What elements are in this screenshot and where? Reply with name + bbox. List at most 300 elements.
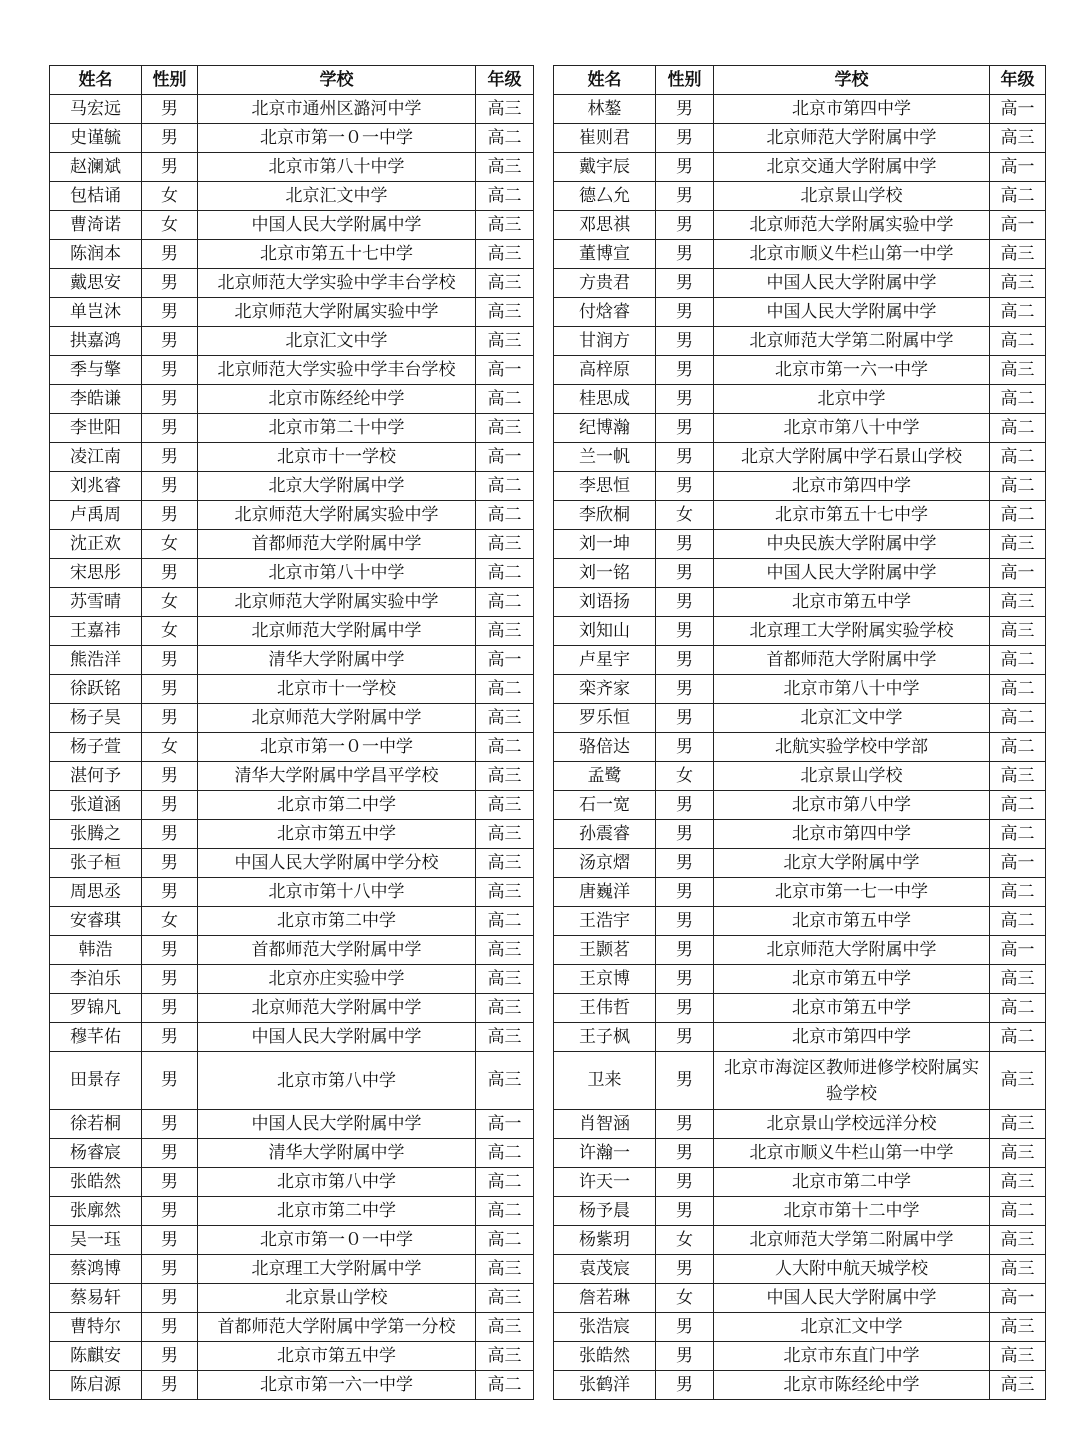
table-row: [554, 501, 1046, 530]
student-school: 北京市第五十七中学: [198, 240, 476, 269]
table-row: [554, 762, 1046, 791]
table-row: [50, 588, 534, 617]
student-name: 凌江南: [50, 443, 142, 472]
student-school: 首都师范大学附属中学: [714, 646, 990, 675]
student-school: 北京市第五中学: [714, 907, 990, 936]
student-gender: 男: [142, 820, 198, 849]
table-row: [50, 675, 534, 704]
student-school: 中国人民大学附属中学分校: [198, 849, 476, 878]
student-gender: 男: [142, 501, 198, 530]
table-row: [554, 820, 1046, 849]
table-row: [50, 95, 534, 124]
student-school: 北京市第五中学: [714, 994, 990, 1023]
student-gender: 男: [142, 878, 198, 907]
table-row: [554, 588, 1046, 617]
student-school: 北京市第八十中学: [198, 153, 476, 182]
student-school: 北京汇文中学: [198, 182, 476, 211]
student-grade: 高二: [990, 878, 1046, 907]
student-gender: 女: [142, 617, 198, 646]
student-grade: 高二: [990, 1197, 1046, 1226]
student-name: 李思恒: [554, 472, 656, 501]
student-school: 北京师范大学附属实验中学: [198, 501, 476, 530]
student-name: 卢星宇: [554, 646, 656, 675]
student-gender: 男: [656, 733, 714, 762]
header-name: 姓名: [554, 66, 656, 95]
table-row: [554, 646, 1046, 675]
table-row: [50, 385, 534, 414]
student-grade: 高二: [476, 675, 534, 704]
student-school: 北京师范大学附属中学: [198, 704, 476, 733]
student-name: 纪博瀚: [554, 414, 656, 443]
student-grade: 高三: [990, 1371, 1046, 1400]
student-name: 高梓原: [554, 356, 656, 385]
student-name: 王伟哲: [554, 994, 656, 1023]
student-name: 邓思祺: [554, 211, 656, 240]
student-name: 杨睿宸: [50, 1139, 142, 1168]
student-school: 北京师范大学第二附属中学: [714, 1226, 990, 1255]
student-gender: 男: [656, 211, 714, 240]
student-grade: 高三: [476, 791, 534, 820]
student-school: 北京师范大学附属中学: [714, 124, 990, 153]
student-gender: 男: [142, 356, 198, 385]
table-row: [50, 820, 534, 849]
student-school: 北京市第五中学: [714, 588, 990, 617]
student-name: 季与擎: [50, 356, 142, 385]
student-name: 李皓谦: [50, 385, 142, 414]
student-table-right: [553, 65, 1046, 1400]
student-grade: 高一: [476, 1110, 534, 1139]
student-name: 曹渏诺: [50, 211, 142, 240]
student-gender: 男: [142, 95, 198, 124]
table-row: [554, 95, 1046, 124]
student-gender: 男: [656, 95, 714, 124]
student-name: 德厶允: [554, 182, 656, 211]
table-row: [50, 1371, 534, 1400]
student-grade: 高二: [990, 791, 1046, 820]
student-gender: 男: [656, 907, 714, 936]
student-grade: 高三: [990, 1255, 1046, 1284]
student-name: 熊浩洋: [50, 646, 142, 675]
student-name: 兰一帆: [554, 443, 656, 472]
table-row: [50, 704, 534, 733]
table-row: [554, 530, 1046, 559]
student-gender: 女: [142, 530, 198, 559]
student-gender: 女: [142, 733, 198, 762]
student-gender: 男: [142, 414, 198, 443]
student-gender: 男: [142, 443, 198, 472]
student-school: 北京汇文中学: [198, 327, 476, 356]
table-row: [50, 907, 534, 936]
student-school: 北京理工大学附属实验学校: [714, 617, 990, 646]
student-grade: 高二: [990, 733, 1046, 762]
student-gender: 男: [142, 1023, 198, 1052]
table-row: [50, 559, 534, 588]
student-table-left: [49, 65, 534, 1400]
table-row: [50, 1110, 534, 1139]
table-row: [554, 240, 1046, 269]
student-gender: 男: [142, 849, 198, 878]
student-grade: 高二: [990, 646, 1046, 675]
student-grade: 高三: [476, 530, 534, 559]
student-gender: 男: [656, 617, 714, 646]
table-row: [50, 1023, 534, 1052]
table-row: [554, 443, 1046, 472]
student-gender: 女: [142, 211, 198, 240]
student-school: 北航实验学校中学部: [714, 733, 990, 762]
student-school: 中国人民大学附属中学: [714, 269, 990, 298]
table-row: [50, 646, 534, 675]
student-name: 唐巍洋: [554, 878, 656, 907]
header-gender: 性别: [142, 66, 198, 95]
table-row: [554, 356, 1046, 385]
student-gender: 女: [142, 588, 198, 617]
student-grade: 高三: [990, 762, 1046, 791]
student-gender: 男: [142, 762, 198, 791]
student-name: 张鹤洋: [554, 1371, 656, 1400]
student-gender: 男: [142, 298, 198, 327]
table-row: [50, 153, 534, 182]
student-grade: 高三: [476, 1255, 534, 1284]
table-row: [554, 733, 1046, 762]
student-name: 王京博: [554, 965, 656, 994]
student-gender: 男: [142, 1052, 198, 1110]
student-grade: 高二: [476, 182, 534, 211]
student-gender: 女: [656, 1226, 714, 1255]
table-row: [554, 1284, 1046, 1313]
student-name: 穆芊佑: [50, 1023, 142, 1052]
student-school: 北京市第五中学: [714, 965, 990, 994]
student-name: 曹特尔: [50, 1313, 142, 1342]
table-row: [50, 1284, 534, 1313]
student-grade: 高三: [990, 1139, 1046, 1168]
student-name: 王嘉祎: [50, 617, 142, 646]
table-row: [50, 965, 534, 994]
header-grade: 年级: [990, 66, 1046, 95]
table-row: [50, 124, 534, 153]
student-grade: 高三: [990, 617, 1046, 646]
student-name: 王浩宇: [554, 907, 656, 936]
student-gender: 男: [142, 1197, 198, 1226]
student-name: 付焓睿: [554, 298, 656, 327]
table-row: [554, 1023, 1046, 1052]
student-school: 北京师范大学附属中学: [714, 936, 990, 965]
student-grade: 高三: [476, 211, 534, 240]
student-gender: 男: [142, 1226, 198, 1255]
student-school: 北京师范大学附属中学: [198, 617, 476, 646]
student-school: 北京景山学校远洋分校: [714, 1110, 990, 1139]
student-name: 赵澜斌: [50, 153, 142, 182]
student-grade: 高三: [990, 1342, 1046, 1371]
student-school: 北京市第四中学: [714, 1023, 990, 1052]
student-name: 周思丞: [50, 878, 142, 907]
student-school: 北京大学附属中学: [714, 849, 990, 878]
table-row: [554, 414, 1046, 443]
student-school: 北京市第八中学: [198, 1052, 476, 1110]
table-row: [50, 472, 534, 501]
student-gender: 男: [656, 1313, 714, 1342]
student-gender: 男: [656, 1371, 714, 1400]
student-gender: 男: [142, 153, 198, 182]
student-gender: 男: [656, 356, 714, 385]
student-grade: 高三: [990, 1110, 1046, 1139]
student-school: 北京市第四中学: [714, 472, 990, 501]
student-school: 北京市第二中学: [198, 791, 476, 820]
student-gender: 男: [142, 936, 198, 965]
table-row: [554, 994, 1046, 1023]
student-name: 刘知山: [554, 617, 656, 646]
student-name: 包桔诵: [50, 182, 142, 211]
student-name: 徐跃铭: [50, 675, 142, 704]
student-name: 甘润方: [554, 327, 656, 356]
student-gender: 男: [656, 791, 714, 820]
table-row: [554, 849, 1046, 878]
student-grade: 高三: [990, 530, 1046, 559]
student-school: 中国人民大学附属中学: [714, 559, 990, 588]
student-school: 中国人民大学附属中学: [198, 211, 476, 240]
student-school: 北京亦庄实验中学: [198, 965, 476, 994]
table-row: [50, 182, 534, 211]
student-name: 张腾之: [50, 820, 142, 849]
header-grade: 年级: [476, 66, 534, 95]
student-name: 杨紫玥: [554, 1226, 656, 1255]
student-name: 安睿琪: [50, 907, 142, 936]
student-grade: 高三: [990, 356, 1046, 385]
student-gender: 女: [656, 762, 714, 791]
student-school: 北京大学附属中学石景山学校: [714, 443, 990, 472]
table-row: [50, 356, 534, 385]
student-grade: 高三: [476, 617, 534, 646]
student-school: 北京市顺义牛栏山第一中学: [714, 1139, 990, 1168]
student-gender: 男: [142, 124, 198, 153]
student-school: 首都师范大学附属中学第一分校: [198, 1313, 476, 1342]
student-name: 张浩宸: [554, 1313, 656, 1342]
student-gender: 男: [142, 994, 198, 1023]
student-grade: 高三: [476, 298, 534, 327]
student-grade: 高三: [476, 849, 534, 878]
student-gender: 男: [142, 385, 198, 414]
student-gender: 男: [656, 182, 714, 211]
student-gender: 男: [142, 269, 198, 298]
student-grade: 高三: [990, 1226, 1046, 1255]
student-school: 北京景山学校: [198, 1284, 476, 1313]
table-row: [554, 124, 1046, 153]
student-school: 北京市第八中学: [198, 1168, 476, 1197]
student-gender: 男: [656, 646, 714, 675]
student-name: 苏雪晴: [50, 588, 142, 617]
table-row: [554, 1139, 1046, 1168]
student-gender: 男: [142, 791, 198, 820]
student-name: 孟鹭: [554, 762, 656, 791]
table-row: [50, 1168, 534, 1197]
student-gender: 女: [656, 501, 714, 530]
student-gender: 男: [656, 588, 714, 617]
student-name: 许瀚一: [554, 1139, 656, 1168]
student-grade: 高二: [990, 182, 1046, 211]
table-row: [554, 965, 1046, 994]
student-grade: 高三: [476, 1284, 534, 1313]
student-grade: 高二: [476, 385, 534, 414]
student-grade: 高二: [476, 733, 534, 762]
table-row: [554, 1342, 1046, 1371]
student-gender: 男: [656, 704, 714, 733]
student-name: 湛何予: [50, 762, 142, 791]
student-name: 李欣桐: [554, 501, 656, 530]
table-row: [554, 1313, 1046, 1342]
student-name: 陈润本: [50, 240, 142, 269]
student-gender: 男: [142, 675, 198, 704]
student-gender: 男: [656, 124, 714, 153]
student-gender: 男: [656, 269, 714, 298]
student-gender: 男: [656, 1139, 714, 1168]
student-school: 北京市顺义牛栏山第一中学: [714, 240, 990, 269]
student-grade: 高三: [476, 1052, 534, 1110]
student-gender: 男: [656, 965, 714, 994]
header-row: [50, 66, 534, 95]
table-row: [50, 936, 534, 965]
student-school: 北京市第八十中学: [714, 675, 990, 704]
student-school: 中国人民大学附属中学: [198, 1023, 476, 1052]
student-grade: 高二: [476, 1197, 534, 1226]
student-grade: 高三: [476, 820, 534, 849]
student-grade: 高二: [476, 472, 534, 501]
student-name: 杨子昊: [50, 704, 142, 733]
table-row: [50, 1255, 534, 1284]
student-gender: 女: [656, 1284, 714, 1313]
student-name: 田景存: [50, 1052, 142, 1110]
table-row: [554, 936, 1046, 965]
table-row: [50, 501, 534, 530]
table-row: [554, 327, 1046, 356]
student-grade: 高二: [990, 1023, 1046, 1052]
student-name: 罗乐恒: [554, 704, 656, 733]
student-name: 董博宣: [554, 240, 656, 269]
student-grade: 高三: [990, 1313, 1046, 1342]
student-grade: 高三: [476, 878, 534, 907]
student-gender: 男: [656, 1023, 714, 1052]
student-school: 北京市第一七一中学: [714, 878, 990, 907]
student-school: 北京师范大学附属实验中学: [714, 211, 990, 240]
table-row: [554, 1255, 1046, 1284]
student-school: 首都师范大学附属中学: [198, 936, 476, 965]
student-gender: 男: [656, 994, 714, 1023]
table-row: [50, 762, 534, 791]
student-gender: 男: [656, 559, 714, 588]
student-school: 北京景山学校: [714, 182, 990, 211]
student-school: 北京市第五中学: [198, 820, 476, 849]
table-row: [554, 269, 1046, 298]
student-grade: 高一: [476, 356, 534, 385]
student-grade: 高三: [476, 240, 534, 269]
student-gender: 女: [142, 182, 198, 211]
student-school: 中国人民大学附属中学: [714, 1284, 990, 1313]
student-grade: 高三: [476, 153, 534, 182]
student-school: 人大附中航天城学校: [714, 1255, 990, 1284]
table-row: [554, 878, 1046, 907]
student-school: 北京市第五中学: [198, 1342, 476, 1371]
student-gender: 男: [142, 472, 198, 501]
student-grade: 高三: [476, 965, 534, 994]
student-grade: 高二: [476, 501, 534, 530]
table-row: [50, 791, 534, 820]
student-gender: 男: [142, 327, 198, 356]
table-row: [50, 1342, 534, 1371]
student-school: 北京市东直门中学: [714, 1342, 990, 1371]
student-school: 北京师范大学第二附属中学: [714, 327, 990, 356]
student-name: 蔡鸿博: [50, 1255, 142, 1284]
student-school: 北京理工大学附属中学: [198, 1255, 476, 1284]
table-row: [554, 907, 1046, 936]
table-row: [554, 1110, 1046, 1139]
student-name: 许天一: [554, 1168, 656, 1197]
student-school: 北京市第十八中学: [198, 878, 476, 907]
student-school: 北京市第一六一中学: [714, 356, 990, 385]
student-school: 北京市第二十中学: [198, 414, 476, 443]
student-name: 戴思安: [50, 269, 142, 298]
table-row: [50, 1313, 534, 1342]
student-grade: 高二: [990, 675, 1046, 704]
student-name: 徐若桐: [50, 1110, 142, 1139]
student-gender: 男: [142, 1371, 198, 1400]
student-gender: 男: [656, 936, 714, 965]
student-grade: 高三: [990, 1052, 1046, 1110]
student-gender: 男: [142, 1255, 198, 1284]
table-row: [50, 269, 534, 298]
student-school: 清华大学附属中学: [198, 646, 476, 675]
student-name: 韩浩: [50, 936, 142, 965]
student-gender: 男: [656, 327, 714, 356]
table-row: [50, 240, 534, 269]
student-school: 北京市第一０一中学: [198, 733, 476, 762]
student-school: 北京市十一学校: [198, 675, 476, 704]
student-gender: 男: [656, 849, 714, 878]
student-grade: 高一: [990, 936, 1046, 965]
student-school: 清华大学附属中学: [198, 1139, 476, 1168]
table-row: [50, 1139, 534, 1168]
table-row: [50, 1226, 534, 1255]
table-row: [50, 327, 534, 356]
student-grade: 高二: [476, 124, 534, 153]
student-grade: 高二: [476, 1168, 534, 1197]
student-gender: 男: [142, 646, 198, 675]
student-school: 北京市陈经纶中学: [714, 1371, 990, 1400]
table-row: [50, 1197, 534, 1226]
table-row: [50, 994, 534, 1023]
student-name: 卢禹周: [50, 501, 142, 530]
student-name: 刘兆睿: [50, 472, 142, 501]
table-row: [50, 849, 534, 878]
table-row: [554, 791, 1046, 820]
student-gender: 男: [656, 820, 714, 849]
student-grade: 高一: [990, 211, 1046, 240]
student-gender: 男: [142, 240, 198, 269]
student-grade: 高三: [990, 269, 1046, 298]
student-grade: 高三: [476, 414, 534, 443]
header-name: 姓名: [50, 66, 142, 95]
student-name: 刘一坤: [554, 530, 656, 559]
student-school: 北京市第二中学: [198, 907, 476, 936]
student-grade: 高二: [990, 327, 1046, 356]
student-name: 方贵君: [554, 269, 656, 298]
student-gender: 男: [656, 385, 714, 414]
student-school: 北京市第八十中学: [714, 414, 990, 443]
student-grade: 高三: [476, 704, 534, 733]
student-school: 北京中学: [714, 385, 990, 414]
table-row: [50, 617, 534, 646]
student-grade: 高一: [476, 443, 534, 472]
student-name: 蔡易轩: [50, 1284, 142, 1313]
student-grade: 高二: [990, 385, 1046, 414]
student-gender: 男: [656, 1110, 714, 1139]
